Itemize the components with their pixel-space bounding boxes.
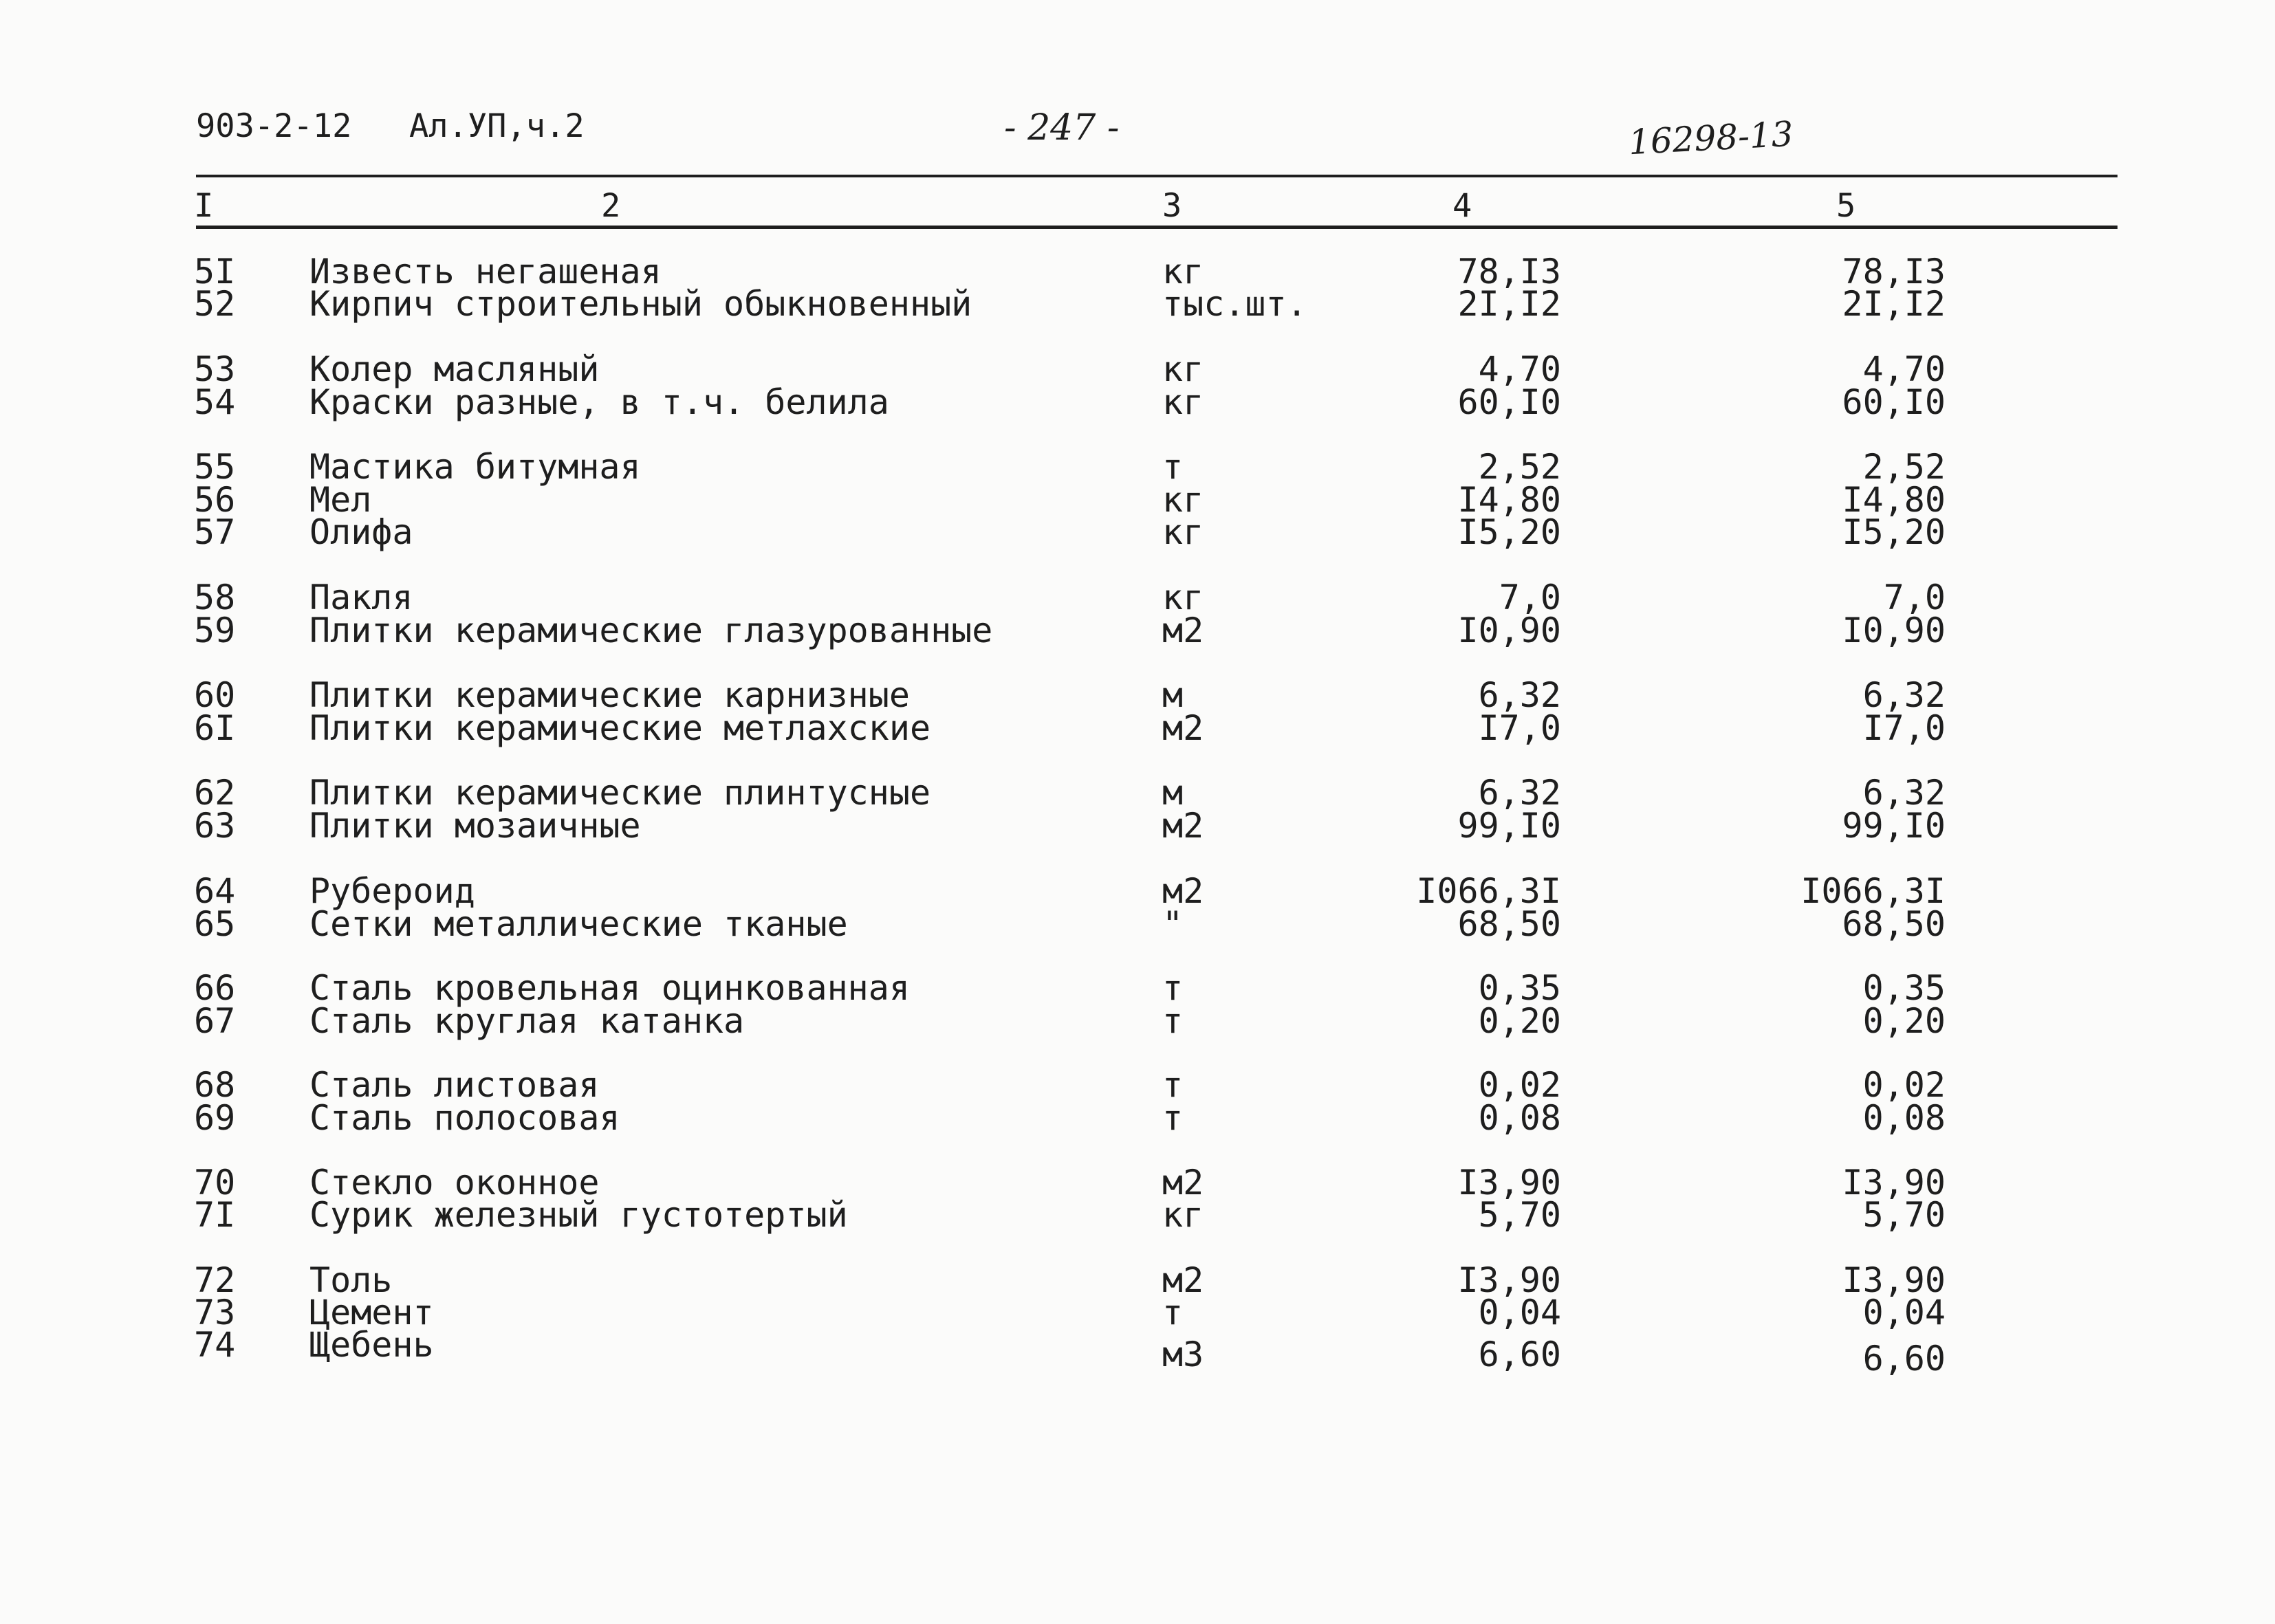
quantity: 2I,I2 (1457, 284, 1561, 324)
unit: кг (1162, 512, 1204, 552)
unit: м2 (1162, 708, 1204, 748)
row-number: 74 (194, 1325, 236, 1365)
unit: т (1162, 1065, 1184, 1105)
table-row (0, 252, 2275, 292)
column-header-1: I (194, 187, 214, 225)
document-code: 903-2-12 (196, 107, 352, 145)
table-row (0, 447, 2275, 487)
material-name: Сталь круглая катанка (309, 1001, 745, 1041)
row-number: 69 (194, 1098, 236, 1138)
total: 0,04 (1862, 1293, 1946, 1332)
row-number: 66 (194, 968, 236, 1008)
row-number: 62 (194, 773, 236, 813)
row-number: 58 (194, 578, 236, 617)
total: 6,32 (1862, 675, 1946, 715)
quantity: I4,80 (1457, 480, 1561, 520)
table-row (0, 578, 2275, 617)
unit: кг (1162, 1195, 1204, 1235)
material-name: Плитки мозаичные (309, 806, 641, 846)
total: I7,0 (1862, 708, 1946, 748)
unit: кг (1162, 349, 1204, 389)
material-name: Щебень (309, 1325, 434, 1365)
total: 68,50 (1842, 904, 1946, 944)
row-number: 67 (194, 1001, 236, 1041)
quantity: 0,04 (1478, 1293, 1561, 1332)
material-name: Пакля (309, 578, 413, 617)
table-row (0, 382, 2275, 422)
material-name: Кирпич строительный обыкновенный (309, 284, 972, 324)
total: I3,90 (1842, 1260, 1946, 1300)
unit: кг (1162, 382, 1204, 422)
quantity: I7,0 (1478, 708, 1561, 748)
material-name: Мел (309, 480, 372, 520)
material-name: Сталь полосовая (309, 1098, 620, 1138)
unit: т (1162, 1001, 1184, 1041)
total: 0,02 (1862, 1065, 1946, 1105)
table-row (0, 284, 2275, 324)
table-row (0, 349, 2275, 389)
quantity: 6,32 (1478, 773, 1561, 813)
row-number: 68 (194, 1065, 236, 1105)
material-name: Сталь кровельная оцинкованная (309, 968, 910, 1008)
quantity: I3,90 (1457, 1260, 1561, 1300)
row-number: 63 (194, 806, 236, 846)
quantity: 99,I0 (1457, 806, 1561, 846)
total: 60,I0 (1842, 382, 1946, 422)
quantity: 2,52 (1478, 447, 1561, 487)
unit: м2 (1162, 1163, 1204, 1203)
column-header-2: 2 (601, 187, 621, 225)
table-row (0, 512, 2275, 552)
table-row (0, 1260, 2275, 1300)
material-name: Сетки металлические тканые (309, 904, 848, 944)
total: 5,70 (1862, 1195, 1946, 1235)
row-number: 53 (194, 349, 236, 389)
table-row (0, 1195, 2275, 1235)
table-row (0, 480, 2275, 520)
total: I066,3I (1800, 871, 1946, 911)
row-number: 52 (194, 284, 236, 324)
table-row (0, 675, 2275, 715)
material-name: Олифа (309, 512, 413, 552)
total: I5,20 (1842, 512, 1946, 552)
material-name: Краски разные, в т.ч. белила (309, 382, 889, 422)
unit: " (1162, 904, 1184, 944)
column-header-4: 4 (1452, 187, 1472, 225)
table-row (0, 968, 2275, 1008)
material-name: Сталь листовая (309, 1065, 600, 1105)
material-name: Плитки керамические метлахские (309, 708, 931, 748)
table-row (0, 1065, 2275, 1105)
table-row (0, 1098, 2275, 1138)
quantity: I5,20 (1457, 512, 1561, 552)
header-underline (196, 226, 2118, 229)
quantity: 0,35 (1478, 968, 1561, 1008)
unit: м2 (1162, 611, 1204, 650)
quantity: 0,20 (1478, 1001, 1561, 1041)
total: 0,08 (1862, 1098, 1946, 1138)
unit: т (1162, 1293, 1184, 1332)
unit: кг (1162, 252, 1204, 292)
total: 78,I3 (1842, 252, 1946, 292)
row-number: 72 (194, 1260, 236, 1300)
unit: м3 (1162, 1335, 1204, 1374)
row-number: 54 (194, 382, 236, 422)
total: 4,70 (1862, 349, 1946, 389)
row-number: 64 (194, 871, 236, 911)
table-row (0, 1163, 2275, 1203)
quantity: 6,60 (1478, 1335, 1561, 1374)
quantity: I0,90 (1457, 611, 1561, 650)
quantity: 0,08 (1478, 1098, 1561, 1138)
unit: м2 (1162, 806, 1204, 846)
material-name: Плитки керамические глазурованные (309, 611, 993, 650)
material-name: Толь (309, 1260, 393, 1300)
unit: т (1162, 968, 1184, 1008)
total: I0,90 (1842, 611, 1946, 650)
total: 2I,I2 (1842, 284, 1946, 324)
row-number: 56 (194, 480, 236, 520)
quantity: I3,90 (1457, 1163, 1561, 1203)
column-header-3: 3 (1162, 187, 1182, 225)
table-row (0, 773, 2275, 813)
material-name: Цемент (309, 1293, 434, 1332)
unit: м (1162, 675, 1184, 715)
table-row (0, 871, 2275, 911)
unit: т (1162, 1098, 1184, 1138)
quantity: 6,32 (1478, 675, 1561, 715)
row-number: 5I (194, 252, 236, 292)
quantity: 0,02 (1478, 1065, 1561, 1105)
unit: кг (1162, 578, 1204, 617)
quantity: 78,I3 (1457, 252, 1561, 292)
table-row (0, 904, 2275, 944)
column-header-5: 5 (1836, 187, 1856, 225)
material-name: Известь негашеная (309, 252, 662, 292)
row-number: 59 (194, 611, 236, 650)
row-number: 70 (194, 1163, 236, 1203)
quantity: 60,I0 (1457, 382, 1561, 422)
row-number: 6I (194, 708, 236, 748)
quantity: 5,70 (1478, 1195, 1561, 1235)
unit: м2 (1162, 1260, 1204, 1300)
material-name: Плитки керамические плинтусные (309, 773, 931, 813)
unit: тыс.шт. (1162, 284, 1307, 324)
total: I4,80 (1842, 480, 1946, 520)
unit: кг (1162, 480, 1204, 520)
total: I3,90 (1842, 1163, 1946, 1203)
total: 99,I0 (1842, 806, 1946, 846)
table-row (0, 806, 2275, 846)
row-number: 7I (194, 1195, 236, 1235)
material-name: Стекло оконное (309, 1163, 600, 1203)
total: 6,60 (1862, 1339, 1946, 1379)
row-number: 60 (194, 675, 236, 715)
table-row (0, 611, 2275, 650)
quantity: 4,70 (1478, 349, 1561, 389)
unit: м2 (1162, 871, 1204, 911)
handwritten-number: 16298-13 (1627, 113, 1794, 163)
table-row (0, 708, 2275, 748)
material-name: Сурик железный густотертый (309, 1195, 848, 1235)
quantity: 7,0 (1499, 578, 1561, 617)
total: 2,52 (1862, 447, 1946, 487)
album-reference: Ал.УП,ч.2 (409, 107, 585, 145)
material-name: Колер масляный (309, 349, 600, 389)
material-name: Плитки керамические карнизные (309, 675, 910, 715)
unit: м (1162, 773, 1184, 813)
unit: т (1162, 447, 1184, 487)
table-row (0, 1001, 2275, 1041)
row-number: 55 (194, 447, 236, 487)
row-number: 65 (194, 904, 236, 944)
quantity: I066,3I (1416, 871, 1561, 911)
table-row (0, 1325, 2275, 1379)
table-row (0, 1293, 2275, 1332)
top-rule (196, 175, 2118, 177)
total: 6,32 (1862, 773, 1946, 813)
material-name: Рубероид (309, 871, 475, 911)
page-number: - 247 - (1004, 107, 1120, 149)
row-number: 57 (194, 512, 236, 552)
quantity: 68,50 (1457, 904, 1561, 944)
total: 0,35 (1862, 968, 1946, 1008)
material-name: Мастика битумная (309, 447, 641, 487)
total: 0,20 (1862, 1001, 1946, 1041)
total: 7,0 (1883, 578, 1946, 617)
row-number: 73 (194, 1293, 236, 1332)
